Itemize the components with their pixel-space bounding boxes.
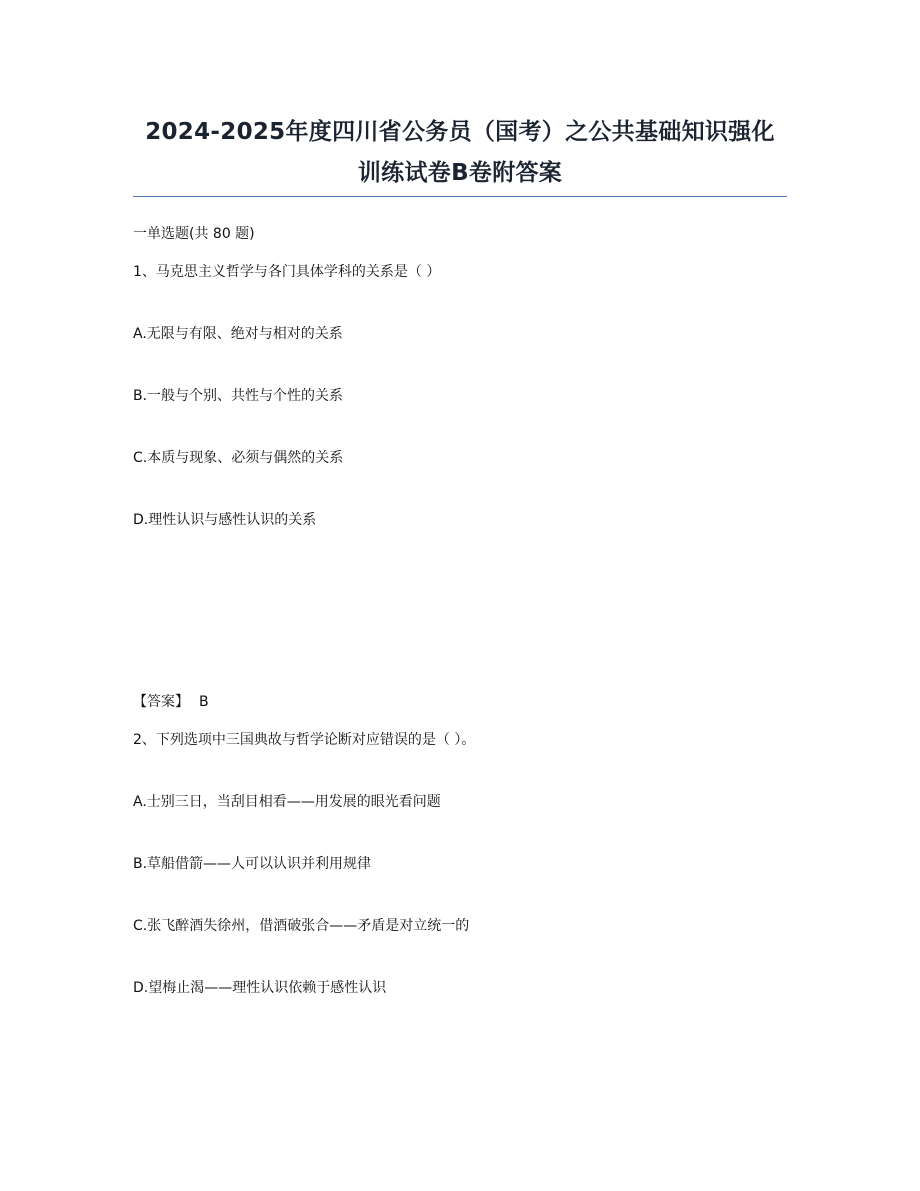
question-1-option-a: A.无限与有限、绝对与相对的关系 xyxy=(133,326,343,342)
question-1-answer xyxy=(133,692,209,712)
question-2-option-c: C.张飞醉酒失徐州，借酒破张合——矛盾是对立统一的 xyxy=(133,918,470,934)
question-1-option-d: D.理性认识与感性认识的关系 xyxy=(133,512,317,528)
answer-label: 【答案】 xyxy=(133,694,189,710)
question-1-stem: 1、马克思主义哲学与各门具体学科的关系是（ ） xyxy=(133,264,441,280)
question-1-option-b: B.一般与个别、共性与个性的关系 xyxy=(133,388,344,404)
document-title-line-1: 2024-2025年度四川省公务员（国考）之公共基础知识强化 xyxy=(145,119,775,145)
answer-value: B xyxy=(199,694,209,710)
question-1-option-c: C.本质与现象、必须与偶然的关系 xyxy=(133,450,344,466)
section-header: 一单选题(共 80 题) xyxy=(133,226,255,242)
document-title-line-2: 训练试卷B卷附答案 xyxy=(357,160,563,186)
question-2-option-b: B.草船借箭——人可以认识并利用规律 xyxy=(133,856,372,872)
question-2-stem: 2、下列选项中三国典故与哲学论断对应错误的是（ ）。 xyxy=(133,732,476,748)
question-2-option-d: D.望梅止渴——理性认识依赖于感性认识 xyxy=(133,980,387,996)
title-divider xyxy=(133,196,787,197)
question-2-option-a: A.士别三日，当刮目相看——用发展的眼光看问题 xyxy=(133,794,441,810)
